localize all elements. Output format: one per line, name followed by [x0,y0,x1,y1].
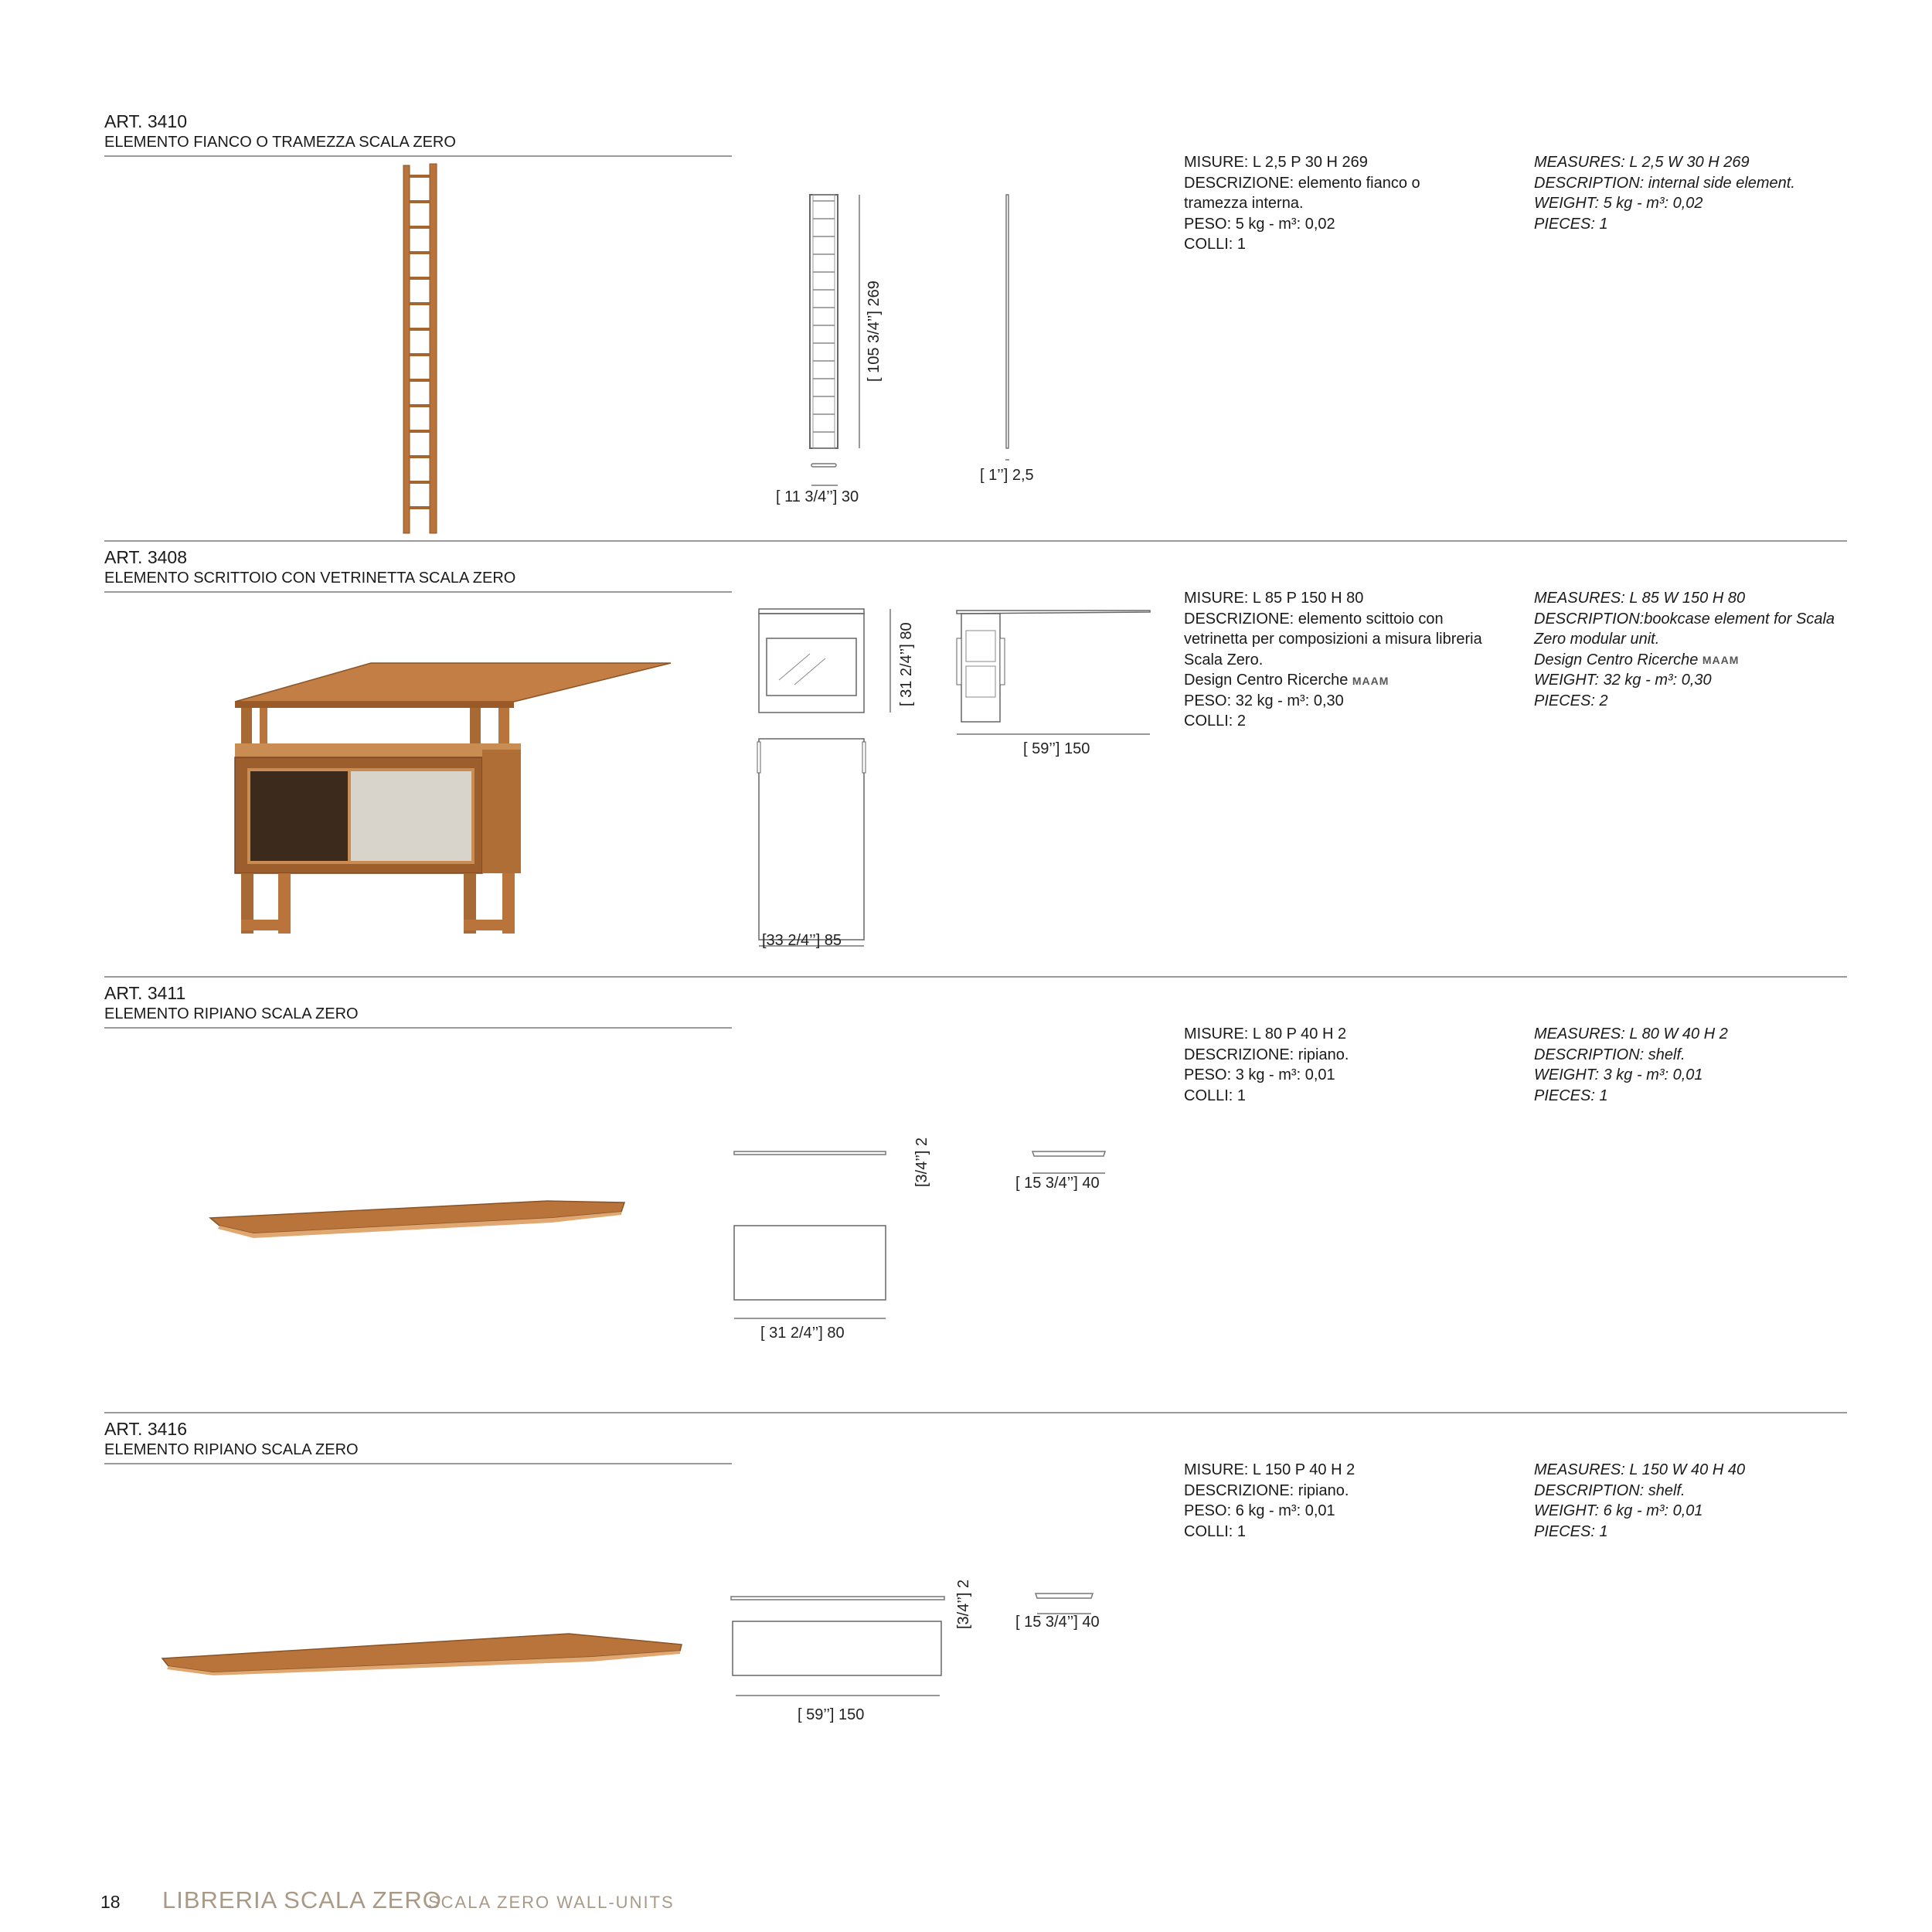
spec-line: PESO: 3 kg - m³: 0,01 [1184,1066,1335,1083]
section-divider [104,976,1847,978]
spec-line: PIECES: 1 [1534,215,1608,233]
item-1-height-dimension: [ 105 3/4’’] 269 [866,281,883,382]
item-1-side-drawing [1005,193,1012,464]
spec-line: COLLI: 2 [1184,713,1247,730]
spec-line [1534,650,1835,671]
item-2-front-drawing [756,607,872,947]
spec-line: vetrinetta per composizioni a misura libreria [1184,631,1482,648]
item-1-height-line [856,193,864,451]
item-1-front-drawing [804,193,850,502]
spec-line: PESO: 5 kg - m³: 0,02 [1184,215,1335,233]
item-1-specs-en [1534,152,1795,234]
item-4-art-number: ART. 3416 [104,1419,187,1439]
item-2-width-dimension: [33 2/4’’] 85 [762,932,842,949]
item-2-height-line [887,607,895,716]
item-4-specs-en [1534,1460,1745,1542]
item-2-title-rule [104,591,732,593]
item-3-product-image [207,1195,632,1238]
spec-line: MISURE: L 150 P 40 H 2 [1184,1461,1355,1478]
item-4-side-drawing [1034,1592,1096,1615]
spec-line: MISURE: L 2,5 P 30 H 269 [1184,154,1368,171]
design-credit: Design Centro Ricerche [1534,651,1699,668]
footer-title: LIBRERIA SCALA ZERO [162,1886,442,1913]
item-2-specs-it [1184,588,1482,732]
spec-line: COLLI: 1 [1184,236,1247,253]
spec-line: Scala Zero. [1184,651,1264,668]
item-2-side-drawing [955,607,1156,739]
spec-line: PIECES: 1 [1534,1522,1608,1540]
spec-line: MISURE: L 85 P 150 H 80 [1184,590,1364,607]
item-4-specs-it [1184,1460,1355,1542]
item-1-title: ELEMENTO FIANCO O TRAMEZZA SCALA ZERO [104,134,456,151]
maam-logo: MAAM [1702,654,1740,667]
item-2-height-dimension: [ 31 2/4’’] 80 [898,622,915,706]
item-1-product-image [402,162,440,536]
item-2-product-image [224,657,672,935]
spec-line: MEASURES: L 80 W 40 H 2 [1534,1026,1728,1043]
spec-line: MEASURES: L 150 W 40 H 40 [1534,1461,1746,1478]
spec-line: PIECES: 1 [1534,1087,1608,1104]
item-2-depth-dimension: [ 59’’] 150 [1023,740,1090,757]
spec-line: MISURE: L 80 P 40 H 2 [1184,1026,1347,1043]
item-3-specs-it [1184,1024,1349,1106]
item-3-specs-en [1534,1024,1728,1106]
spec-line: PESO: 6 kg - m³: 0,01 [1184,1502,1335,1519]
item-4-height-dimension: [3/4’’] 2 [955,1579,972,1629]
spec-line: WEIGHT: 32 kg - m³: 0,30 [1534,672,1712,689]
item-3-title: ELEMENTO RIPIANO SCALA ZERO [104,1005,359,1022]
spec-line: COLLI: 1 [1184,1087,1247,1104]
spec-line: DESCRIPTION:bookcase element for Scala [1534,610,1835,628]
item-3-height-dimension: [3/4’’] 2 [913,1137,930,1187]
item-4-title: ELEMENTO RIPIANO SCALA ZERO [104,1441,359,1458]
item-4-product-image [159,1631,689,1675]
spec-line: DESCRIZIONE: ripiano. [1184,1481,1349,1499]
item-1-specs-it [1184,152,1420,255]
spec-line: WEIGHT: 6 kg - m³: 0,01 [1534,1502,1703,1519]
spec-line: MEASURES: L 2,5 W 30 H 269 [1534,154,1750,171]
spec-line: tramezza interna. [1184,195,1304,212]
section-divider [104,540,1847,542]
page-number: 18 [100,1892,121,1912]
section-divider [104,1412,1847,1413]
item-4-top-drawing [730,1594,946,1709]
maam-logo: MAAM [1352,674,1389,687]
item-3-top-drawing [733,1148,887,1326]
item-3-title-rule [104,1027,732,1029]
footer-subtitle: SCALA ZERO WALL-UNITS [428,1893,675,1912]
item-4-title-rule [104,1463,732,1464]
item-1-title-rule [104,155,732,157]
item-1-art-number: ART. 3410 [104,111,187,131]
spec-line: DESCRIZIONE: elemento fianco o [1184,174,1420,192]
item-1-depth-dimension: [ 11 3/4’’] 30 [776,488,859,505]
spec-line: WEIGHT: 5 kg - m³: 0,02 [1534,195,1703,212]
item-4-depth-dimension: [ 15 3/4’’] 40 [1015,1614,1100,1631]
spec-line: WEIGHT: 3 kg - m³: 0,01 [1534,1066,1703,1083]
spec-line: DESCRIPTION: internal side element. [1534,174,1795,192]
spec-line: PESO: 32 kg - m³: 0,30 [1184,692,1344,709]
spec-line [1184,670,1482,691]
item-2-title: ELEMENTO SCRITTOIO CON VETRINETTA SCALA ZERO [104,570,516,587]
spec-line: COLLI: 1 [1184,1522,1247,1540]
item-3-width-dimension: [ 31 2/4’’] 80 [760,1325,845,1342]
spec-line: DESCRIZIONE: ripiano. [1184,1046,1349,1063]
spec-line: Zero modular unit. [1534,631,1660,648]
item-4-width-dimension: [ 59’’] 150 [798,1706,865,1723]
design-credit: Design Centro Ricerche [1184,672,1349,689]
spec-line: DESCRIPTION: shelf. [1534,1481,1685,1499]
item-3-depth-dimension: [ 15 3/4’’] 40 [1015,1175,1100,1192]
spec-line: DESCRIPTION: shelf. [1534,1046,1685,1063]
item-2-specs-en [1534,588,1835,711]
spec-line: PIECES: 2 [1534,692,1608,709]
item-3-art-number: ART. 3411 [104,983,186,1003]
item-2-art-number: ART. 3408 [104,547,187,567]
item-1-thickness-dimension: [ 1’’] 2,5 [980,467,1034,484]
spec-line: DESCRIZIONE: elemento scittoio con [1184,610,1444,628]
spec-line: MEASURES: L 85 W 150 H 80 [1534,590,1746,607]
item-3-side-drawing [1031,1150,1108,1176]
